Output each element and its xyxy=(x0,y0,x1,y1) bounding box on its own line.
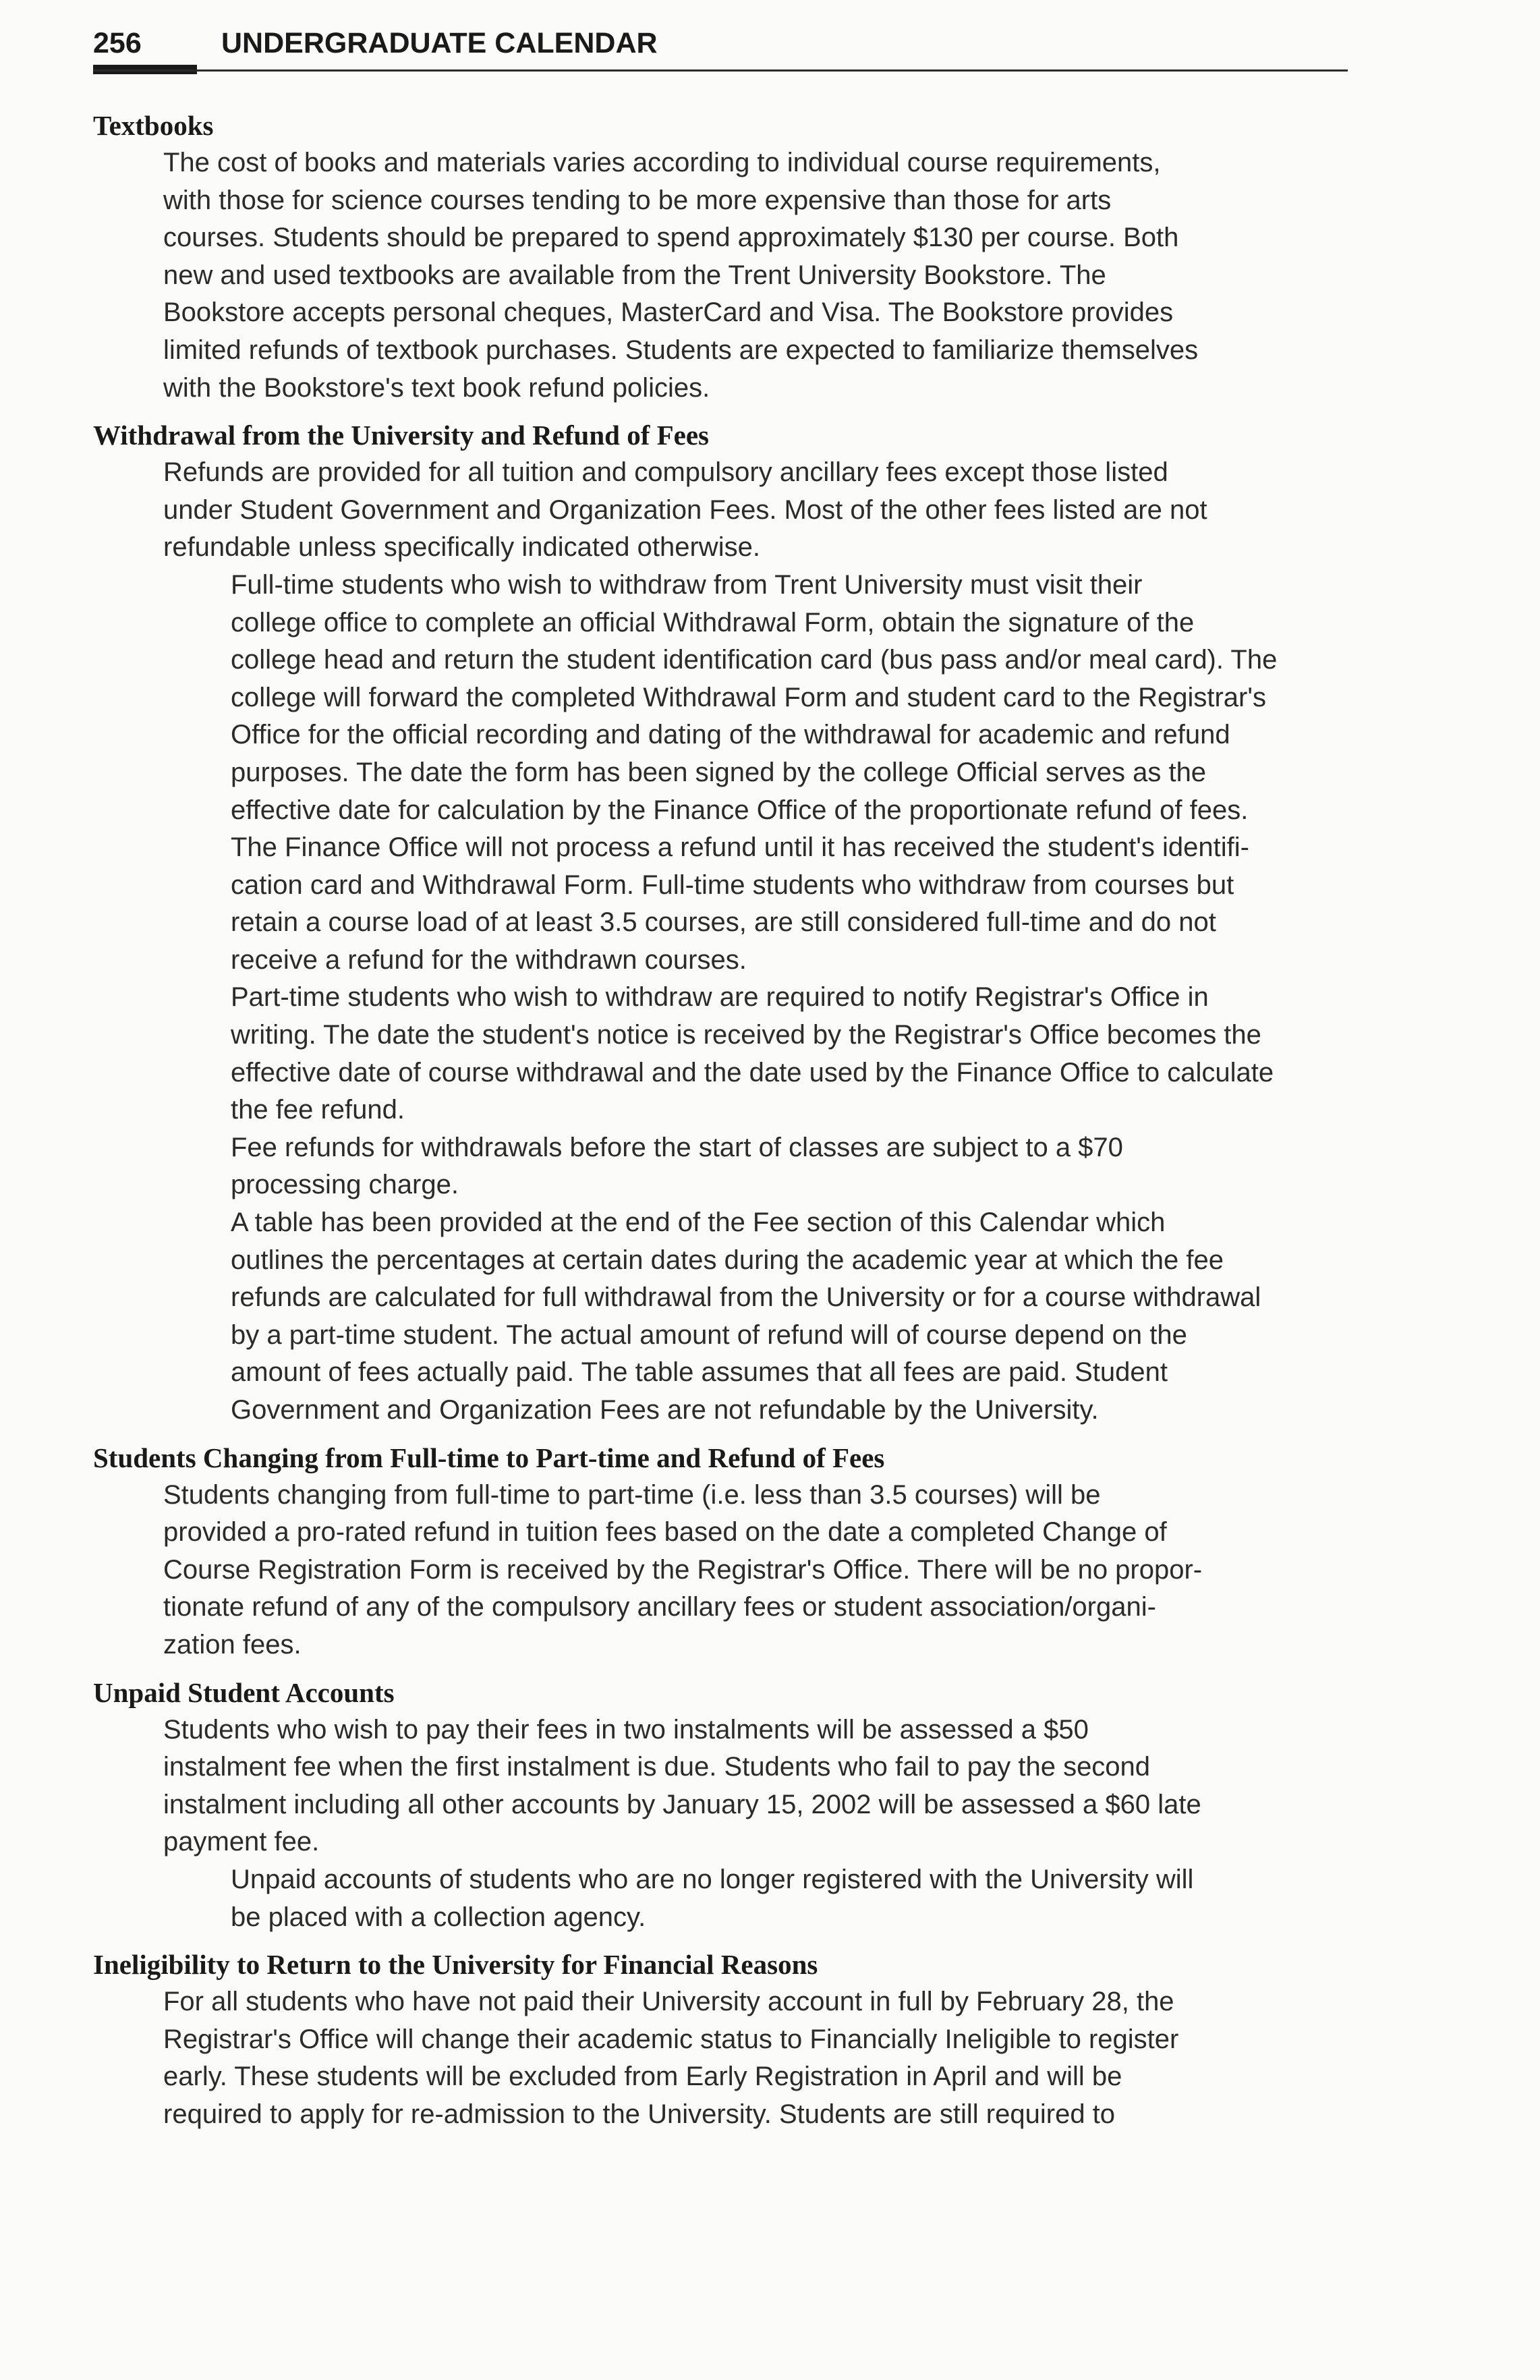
text-line: refundable unless specifically indicated otherwise. xyxy=(163,532,760,563)
section-students-changing-from-full-time-to-part-time-and-refund-of-fees xyxy=(93,1439,1348,1664)
paragraph xyxy=(163,1861,1348,1936)
section-heading: Ineligibility to Return to the University for Financial Reasons xyxy=(93,1949,818,1981)
header-rule xyxy=(93,69,1348,72)
text-line: outlines the percentages at certain dates during the academic year at which the fee xyxy=(231,1245,1224,1275)
text-line: Fee refunds for withdrawals before the start of classes are subject to a $70 xyxy=(231,1132,1123,1162)
paragraph xyxy=(163,1129,1348,1204)
text-line: retain a course load of at least 3.5 courses, are still considered full-time and do not xyxy=(231,907,1216,938)
text-line: Unpaid accounts of students who are no longer registered with the University will xyxy=(231,1864,1194,1894)
text-line: Full-time students who wish to withdraw from Trent University must visit their xyxy=(231,569,1143,600)
text-line: The cost of books and materials varies according to individual course requirements, xyxy=(163,148,1161,177)
text-line: receive a refund for the withdrawn courses. xyxy=(231,944,747,975)
paragraph xyxy=(163,567,1348,980)
section-body xyxy=(163,144,1348,407)
paragraph xyxy=(163,144,1348,407)
text-line: college office to complete an official Withdrawal Form, obtain the signature of the xyxy=(231,607,1195,638)
section-heading: Textbooks xyxy=(93,110,214,141)
text-line: provided a pro-rated refund in tuition fees based on the date a completed Change of xyxy=(163,1517,1167,1548)
text-line: early. These students will be excluded from Early Registration in April and will be xyxy=(163,2062,1122,2092)
text-line: college head and return the student identification card (bus pass and/or meal card). The xyxy=(231,645,1278,675)
paragraph xyxy=(163,1204,1348,1429)
text-line: Office for the official recording and dating of the withdrawal for academic and refund xyxy=(231,720,1230,750)
text-line: A table has been provided at the end of the Fee section of this Calendar which xyxy=(231,1208,1166,1238)
section-textbooks xyxy=(93,107,1348,407)
text-line: The Finance Office will not process a refund until it has received the student's identifi- xyxy=(231,832,1249,863)
text-line: Students who wish to pay their fees in two instalments will be assessed a $50 xyxy=(163,1714,1089,1745)
text-line: under Student Government and Organization Fees. Most of the other fees listed are not xyxy=(163,494,1207,525)
text-line: with the Bookstore's text book refund policies. xyxy=(163,372,710,403)
text-line: payment fee. xyxy=(163,1827,320,1857)
text-line: tionate refund of any of the compulsory ancillary fees or student association/organi- xyxy=(163,1592,1156,1622)
text-line: Bookstore accepts personal cheques, MasterCard and Visa. The Bookstore provides xyxy=(163,298,1174,328)
text-line: Part-time students who wish to withdraw are required to notify Registrar's Office in xyxy=(231,982,1209,1013)
page-number: 256 xyxy=(93,27,142,59)
text-line: writing. The date the student's notice is received by the Registrar's Office becomes the xyxy=(231,1020,1261,1050)
paragraph xyxy=(163,979,1348,1129)
running-head xyxy=(93,23,1348,63)
section-body xyxy=(163,1711,1348,1937)
text-line: Registrar's Office will change their academic status to Financially Ineligible to register xyxy=(163,2024,1179,2054)
section-heading: Students Changing from Full-time to Part-time and Refund of Fees xyxy=(93,1442,885,1473)
text-line: Course Registration Form is received by the Registrar's Office. There will be no propor- xyxy=(163,1554,1203,1585)
text-line: refunds are calculated for full withdrawal from the University or for a course withdrawal xyxy=(231,1282,1261,1313)
section-heading: Withdrawal from the University and Refund of Fees xyxy=(93,420,709,451)
section-heading: Unpaid Student Accounts xyxy=(93,1676,395,1708)
text-line: by a part-time student. The actual amount of refund will of course depend on the xyxy=(231,1320,1187,1350)
text-line: Refunds are provided for all tuition and compulsory ancillary fees except those listed xyxy=(163,457,1168,488)
text-line: Government and Organization Fees are not refundable by the University. xyxy=(231,1395,1099,1425)
text-line: For all students who have not paid their University account in full by February 28, the xyxy=(163,1987,1174,2017)
paragraph xyxy=(163,1477,1348,1664)
page-body xyxy=(93,107,1348,2143)
text-line: purposes. The date the form has been signed by the college Official serves as the xyxy=(231,757,1207,787)
text-line: effective date for calculation by the Finance Office of the proportionate refund of fees. xyxy=(231,795,1249,825)
text-line: required to apply for re-admission to the University. Students are still required to xyxy=(163,2099,1116,2129)
running-head-title: UNDERGRADUATE CALENDAR xyxy=(221,27,658,59)
text-line: limited refunds of textbook purchases. Students are expected to familiarize themselves xyxy=(163,335,1199,365)
section-ineligibility-to-return-to-the-university-for-financial-reasons xyxy=(93,1946,1348,2133)
text-line: with those for science courses tending to be more expensive than those for arts xyxy=(163,185,1112,215)
section-body xyxy=(163,1477,1348,1664)
text-line: new and used textbooks are available from the Trent University Bookstore. The xyxy=(163,260,1106,290)
paragraph xyxy=(163,454,1348,567)
text-line: zation fees. xyxy=(163,1629,302,1660)
section-unpaid-student-accounts xyxy=(93,1674,1348,1937)
text-line: instalment fee when the first instalment is due. Students who fail to pay the second xyxy=(163,1752,1151,1782)
section-withdrawal-from-the-university-and-refund-of-fees xyxy=(93,416,1348,1429)
text-line: effective date of course withdrawal and the date used by the Finance Office to calculate xyxy=(231,1057,1274,1087)
text-line: be placed with a collection agency. xyxy=(231,1902,646,1932)
section-body xyxy=(163,1983,1348,2133)
text-line: instalment including all other accounts by January 15, 2002 will be assessed a $60 late xyxy=(163,1789,1201,1819)
text-line: Students changing from full-time to part-time (i.e. less than 3.5 courses) will be xyxy=(163,1479,1101,1510)
paragraph xyxy=(163,1983,1348,2133)
text-line: amount of fees actually paid. The table assumes that all fees are paid. Student xyxy=(231,1357,1168,1388)
text-line: courses. Students should be prepared to spend approximately $130 per course. Both xyxy=(163,223,1179,253)
paragraph xyxy=(163,1711,1348,1861)
text-line: college will forward the completed Withdrawal Form and student card to the Registrar's xyxy=(231,682,1266,712)
section-body xyxy=(163,454,1348,1429)
text-line: processing charge. xyxy=(231,1170,459,1200)
text-line: cation card and Withdrawal Form. Full-time students who withdraw from courses but xyxy=(231,870,1234,900)
text-line: the fee refund. xyxy=(231,1095,405,1125)
